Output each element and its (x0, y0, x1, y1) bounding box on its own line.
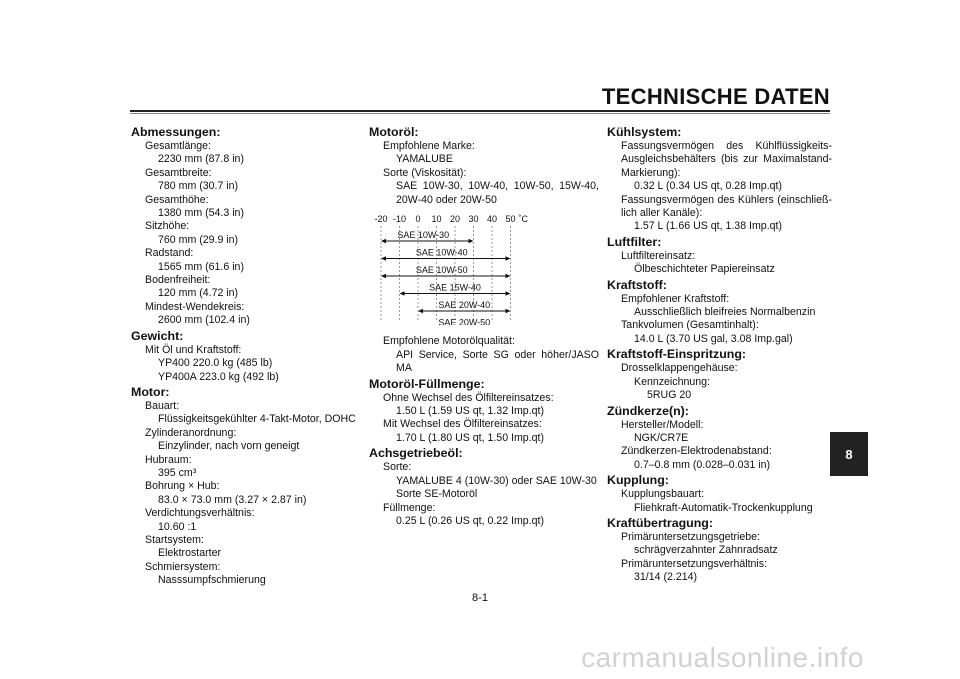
section-heading: Kupplung: (607, 473, 669, 488)
spec-line: Sorte: (383, 461, 412, 474)
title-rule (130, 110, 830, 112)
section-heading: Motoröl-Füllmenge: (369, 376, 485, 391)
viscosity-chart-svg (369, 213, 529, 325)
spec-line: Gesamtbreite: (145, 166, 212, 179)
spec-line: Füllmenge: (383, 501, 436, 514)
chapter-tab[interactable]: 8 (830, 432, 868, 476)
temp-unit-label: ˚C (518, 214, 528, 225)
spec-line: Luftfiltereinsatz: (621, 249, 696, 262)
arrow-left-icon (400, 291, 405, 295)
spec-line: 1.50 L (1.59 US qt, 1.32 Imp.qt) (396, 405, 545, 418)
spec-line: Radstand: (145, 247, 194, 260)
spec-line: 1.57 L (1.66 US qt, 1.38 Imp.qt) (634, 220, 783, 233)
spec-line: 2600 mm (102.4 in) (158, 314, 250, 327)
spec-line: Zylinderanordnung: (145, 426, 237, 439)
temp-tick-label: -10 (392, 214, 407, 225)
spec-line: NGK/CR7E (634, 431, 689, 444)
spec-line: YAMALUBE 4 (10W-30) oder SAE 10W-30 Sorte SE-Motoröl (396, 474, 597, 501)
spec-line: Sorte (Viskosität): (383, 166, 467, 179)
spec-line: Zündkerzen-Elektrodenabstand: (621, 445, 772, 458)
spec-line: Schmiersystem: (145, 560, 221, 573)
temp-tick-label: 30 (468, 214, 479, 225)
section-heading: Kraftstoff-Einspritzung: (607, 347, 747, 362)
viscosity-range-label: SAE 15W-40 (429, 282, 481, 293)
section-heading: Motoröl: (369, 125, 419, 139)
spec-line: Bodenfreiheit: (145, 274, 211, 287)
spec-column-3 (607, 124, 832, 585)
temp-tick-label: 10 (431, 214, 442, 225)
spec-line: YAMALUBE (396, 153, 453, 166)
spec-line: Nasssumpfschmierung (158, 574, 266, 587)
spec-line: Mit Öl und Kraftstoff: (145, 343, 242, 356)
viscosity-range-label: SAE 20W-50 (438, 317, 491, 326)
spec-column-2 (369, 124, 599, 528)
spec-line: API Service, Sorte SG oder höher/JASO MA (396, 348, 599, 375)
viscosity-range-label: SAE 10W-30 (397, 230, 450, 241)
section-heading: Achsgetriebeöl: (369, 446, 463, 461)
spec-line: 31/14 (2.214) (634, 571, 698, 584)
spec-line: Ohne Wechsel des Ölfiltereinsatzes: (383, 391, 554, 404)
spec-line: Gesamtlänge: (145, 140, 211, 152)
spec-line: Sitzhöhe: (145, 220, 190, 233)
spec-line: Tankvolumen (Gesamtinhalt): (621, 319, 759, 332)
spec-line: Hersteller/Modell: (621, 418, 704, 431)
spec-line: Bauart: (145, 399, 180, 412)
viscosity-range-label: SAE 20W-40 (438, 300, 491, 311)
spec-line: 5RUG 20 (647, 389, 692, 402)
temp-tick-label: -20 (374, 214, 388, 225)
arrow-right-icon (506, 309, 511, 313)
arrow-right-icon (506, 274, 511, 278)
spec-line: 2230 mm (87.8 in) (158, 153, 244, 166)
spec-line: 0.25 L (0.26 US qt, 0.22 Imp.qt) (396, 514, 545, 527)
spec-line: Verdichtungsverhältnis: (145, 507, 255, 520)
spec-column-1 (131, 124, 361, 588)
arrow-left-icon (381, 256, 386, 260)
spec-line: YP400 220.0 kg (485 lb) (158, 357, 273, 370)
spec-line: 10.60 :1 (158, 520, 197, 533)
spec-line: Ölbeschichteter Papiereinsatz (634, 263, 775, 276)
spec-line: 0.32 L (0.34 US qt, 0.28 Imp.qt) (634, 180, 783, 193)
spec-line: Elektrostarter (158, 547, 221, 560)
spec-line: 83.0 × 73.0 mm (3.27 × 2.87 in) (158, 493, 307, 506)
spec-line: Startsystem: (145, 533, 204, 546)
spec-line: Fliehkraft-Automatik-Trockenkupplung (634, 501, 813, 514)
spec-line: 1.70 L (1.80 US qt, 1.50 Imp.qt) (396, 431, 545, 444)
spec-line: Primäruntersetzungsgetriebe: (621, 530, 760, 543)
page-title: TECHNISCHE DATEN (601, 84, 830, 109)
watermark-text: carmanualsonline.info (581, 642, 864, 673)
arrow-right-icon (506, 291, 511, 295)
spec-line: YP400A 223.0 kg (492 lb) (158, 370, 279, 383)
temp-tick-label: 50 (505, 214, 516, 225)
section-heading: Kühlsystem: (607, 125, 682, 139)
spec-line: 1380 mm (54.3 in) (158, 207, 244, 220)
spec-line: 14.0 L (3.70 US gal, 3.08 Imp.gal) (634, 332, 793, 345)
spec-line: Hubraum: (145, 453, 192, 466)
spec-line: Fassungsvermögen des Kühlflüssigkeits-Ausgleichsbehälters (bis zur Maximalstand-Markierung): (621, 140, 832, 179)
spec-line: 780 mm (30.7 in) (158, 180, 239, 193)
spec-line: 1565 mm (61.6 in) (158, 260, 244, 273)
spec-line: Kennzeichnung: (634, 375, 710, 388)
spec-line: Ausschließlich bleifreies Normalbenzin (634, 306, 816, 319)
spec-line: SAE 10W-30, 10W-40, 10W-50, 15W-40, 20W-40 oder 20W-50 (396, 180, 599, 206)
spec-line: 760 mm (29.9 in) (158, 233, 239, 246)
section-heading: Motor: (131, 384, 170, 399)
temp-tick-label: 20 (449, 214, 461, 225)
spec-line: Einzylinder, nach vorn geneigt (158, 440, 300, 453)
viscosity-range-label: SAE 10W-40 (415, 247, 468, 258)
spec-line: Kupplungsbauart: (621, 488, 705, 501)
section-heading: Gewicht: (131, 328, 184, 343)
spec-line: Fassungsvermögen des Kühlers (einschließlich aller Kanäle): (621, 193, 832, 220)
section-heading: Kraftübertragung: (607, 515, 714, 530)
viscosity-range-label: SAE 10W-50 (415, 265, 468, 276)
arrow-left-icon (418, 309, 423, 313)
section-heading: Zündkerze(n): (607, 403, 689, 418)
spec-line: 395 cm³ (158, 466, 197, 479)
spec-line: Empfohlene Marke: (383, 140, 475, 152)
spec-line: Mit Wechsel des Ölfiltereinsatzes: (383, 418, 542, 431)
temp-tick-label: 0 (415, 214, 421, 225)
spec-line: 120 mm (4.72 in) (158, 287, 239, 300)
section-heading: Kraftstoff: (607, 277, 667, 292)
page-number: 8-1 (472, 592, 488, 604)
spec-line: Mindest-Wendekreis: (145, 300, 245, 313)
spec-line: Drosselklappengehäuse: (621, 362, 738, 375)
spec-line: Empfohlener Kraftstoff: (621, 292, 730, 305)
spec-line: Primäruntersetzungsverhältnis: (621, 557, 768, 570)
engine-oil-quality-section (369, 335, 599, 528)
spec-line: Flüssigkeitsgekühlter 4-Takt-Motor, DOHC (158, 413, 356, 426)
section-heading: Abmessungen: (131, 125, 221, 139)
arrow-right-icon (506, 256, 511, 260)
spec-line: Empfohlene Motorölqualität: (383, 335, 515, 348)
spec-line: Gesamthöhe: (145, 193, 209, 206)
temp-tick-label: 40 (486, 214, 498, 225)
spec-line: 0.7–0.8 mm (0.028–0.031 in) (634, 458, 771, 471)
spec-line: Bohrung × Hub: (145, 480, 220, 493)
section-heading: Luftfilter: (607, 234, 662, 249)
oil-viscosity-chart (369, 213, 599, 329)
arrow-right-icon (469, 239, 474, 243)
engine-oil-section (369, 125, 599, 207)
arrow-left-icon (381, 239, 386, 243)
spec-line: schrägverzahnter Zahnradsatz (634, 544, 778, 557)
arrow-left-icon (381, 274, 386, 278)
